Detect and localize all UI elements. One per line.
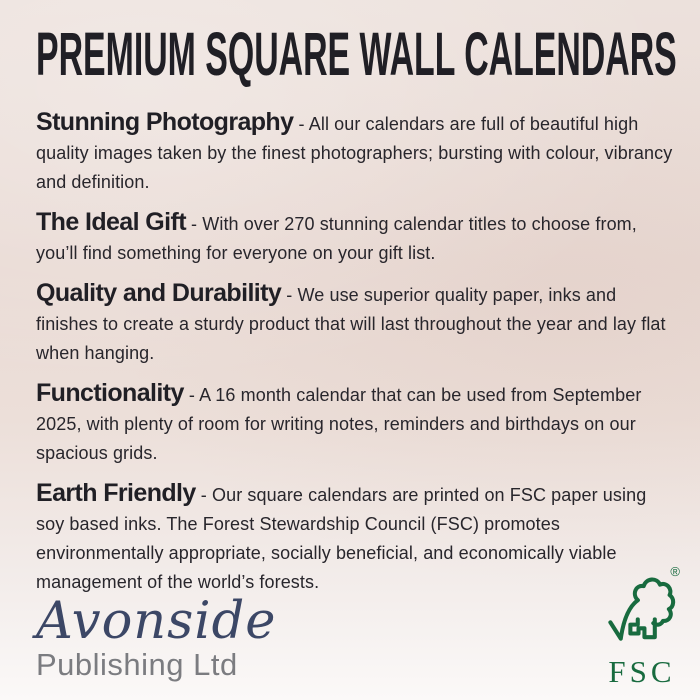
- section-body: With over 270 stunning calendar titles to choose from, you’ll find something for everyone on your gift list.: [36, 214, 637, 263]
- section-separator: -: [293, 114, 309, 134]
- section-body: Our square calendars are printed on FSC paper using soy based inks. The Forest Stewardship Council (FSC) promotes environmentally appropriate, socially beneficial, and economically viable management of the world’s forests.: [36, 485, 647, 592]
- page-title-text: PREMIUM SQUARE WALL CALENDARS: [36, 20, 677, 88]
- section-quality-durability: [36, 279, 678, 368]
- registered-trademark-symbol: ®: [670, 564, 680, 579]
- section-heading: The Ideal Gift: [36, 208, 186, 236]
- section-stunning-photography: [36, 108, 678, 197]
- section-functionality: [36, 379, 678, 468]
- section-body: All our calendars are full of beautiful high quality images taken by the finest photographers; bursting with colour, vibrancy and definition.: [36, 114, 673, 192]
- fsc-certification-logo: [598, 564, 682, 689]
- section-heading: Earth Friendly: [36, 479, 196, 507]
- section-body: A 16 month calendar that can be used from September 2025, with plenty of room for writing notes, reminders and birthdays on our spacious grids.: [36, 385, 642, 463]
- section-heading: Stunning Photography: [36, 108, 294, 136]
- page-title: [36, 20, 677, 88]
- fsc-label: FSC: [608, 654, 676, 689]
- section-ideal-gift: [36, 208, 678, 268]
- section-body: We use superior quality paper, inks and finishes to create a sturdy product that will last throughout the year and lay flat when hanging.: [36, 285, 666, 363]
- section-separator: -: [185, 214, 203, 234]
- section-separator: -: [195, 485, 212, 505]
- section-heading: Quality and Durability: [36, 279, 282, 307]
- section-separator: -: [281, 285, 298, 305]
- fsc-checkmark-tree-icon: [603, 569, 677, 658]
- section-earth-friendly: [36, 479, 678, 597]
- section-heading: Functionality: [36, 379, 184, 407]
- publisher-name: Avonside: [36, 592, 277, 651]
- publisher-subtitle: Publishing Ltd: [36, 647, 238, 682]
- feature-list: [36, 108, 678, 597]
- publisher-logo: [36, 592, 277, 682]
- section-separator: -: [183, 385, 200, 405]
